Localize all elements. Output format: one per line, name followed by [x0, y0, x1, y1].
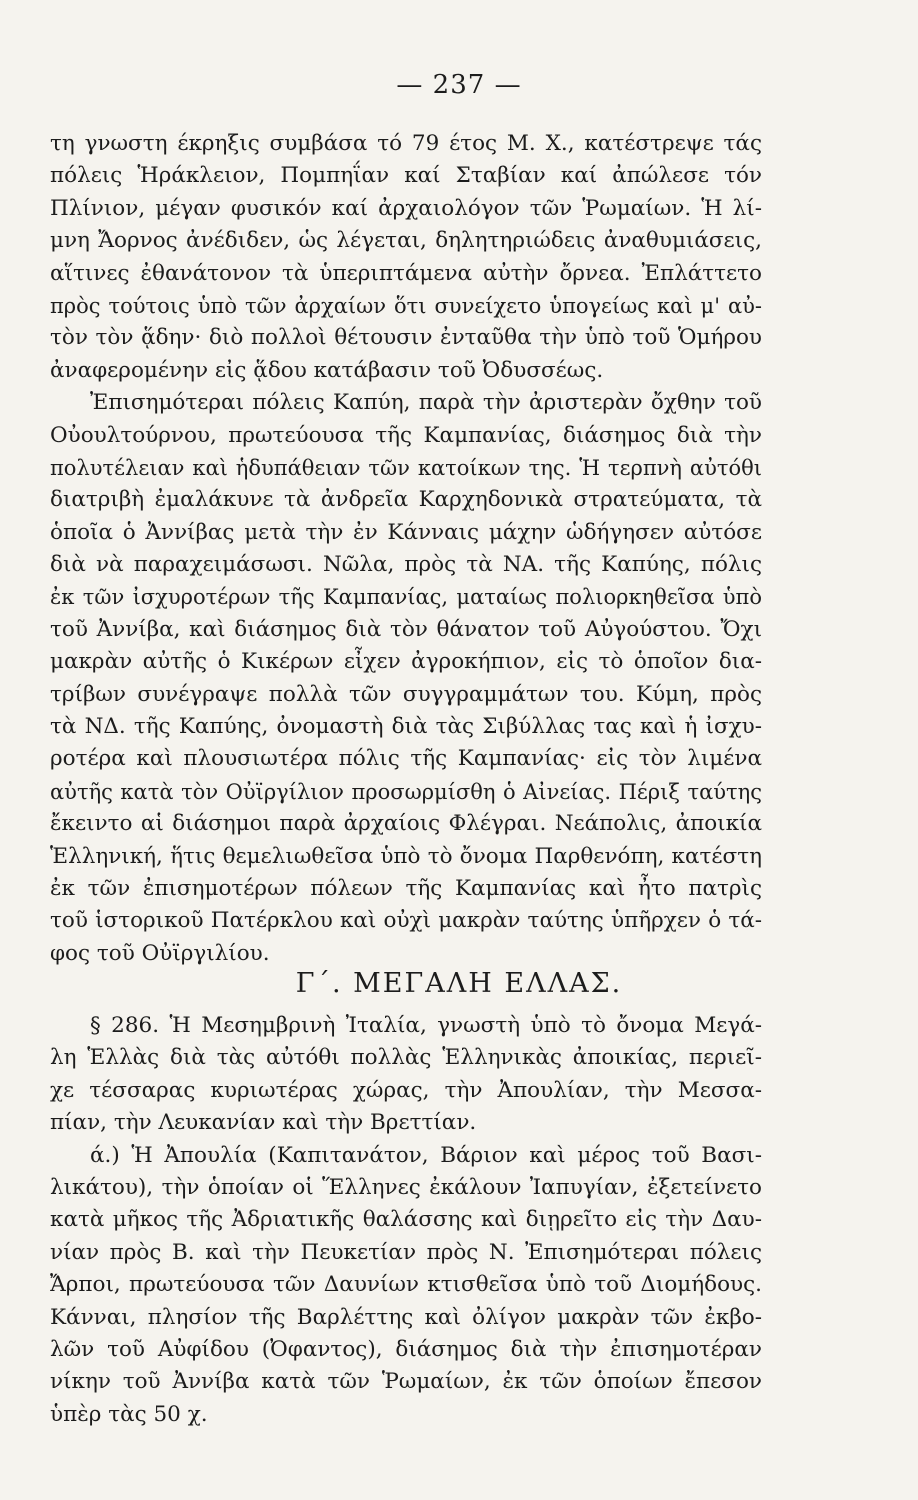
text-line: Πλίνιον, μέγαν φυσικόν καί ἀρχαιολόγον τῶν Ῥωμαίων. Ἡ λί-: [50, 195, 762, 221]
text-line: λη Ἑλλὰς διὰ τὰς αὐτόθι πολλὰς Ἑλληνικὰς ἀποικίας, περιεῖ-: [50, 1045, 762, 1071]
text-line: ὑπὲρ τὰς 50 χ.: [50, 1401, 208, 1427]
text-line: τὸν τὸν ᾅδην· διὸ πολλοὶ θέτουσιν ἐνταῦθα τὴν ὑπὸ τοῦ Ὁμήρου: [50, 325, 762, 351]
text-line: ἐκ τῶν ἐπισημοτέρων πόλεων τῆς Καμπανίας καὶ ἦτο πατρὶς: [50, 875, 762, 901]
text-line: πόλεις Ἡράκλειον, Πομπηΐαν καί Σταβίαν καί ἀπώλεσε τόν: [50, 163, 762, 189]
text-line: φος τοῦ Οὐϊργιλίου.: [50, 940, 270, 966]
text-line: τρίβων συνέγραψε πολλὰ τῶν συγγραμμάτων του. Κύμη, πρὸς: [50, 681, 762, 707]
text-line: τοῦ ἱστορικοῦ Πατέρκλου καὶ οὐχὶ μακρὰν ταύτης ὑπῆρχεν ὁ τά-: [50, 908, 762, 934]
text-line: κατὰ μῆκος τῆς Ἀδριατικῆς θαλάσσης καὶ διῃρεῖτο εἰς τὴν Δαυ-: [50, 1207, 762, 1233]
text-line: ἔκειντο αἱ διάσημοι παρὰ ἀρχαίοις Φλέγραι. Νεάπολις, ἀποικία: [50, 811, 762, 837]
text-line: λικάτου), τὴν ὁποίαν οἱ Ἕλληνες ἐκάλουν Ἰαπυγίαν, ἐξετείνετο: [50, 1174, 762, 1200]
text-line: Ἐπισημότεραι πόλεις Καπύη, παρὰ τὴν ἀριστερὰν ὄχθην τοῦ: [90, 390, 762, 416]
page-number: — 237 —: [396, 70, 522, 100]
text-line: ά.) Ἡ Ἀπουλία (Καπιτανάτον, Βάριον καὶ μέρος τοῦ Βασι-: [90, 1142, 762, 1168]
text-line: αὐτῆς κατὰ τὸν Οὐϊργίλιον προσωρμίσθη ὁ Αἰνείας. Πέριξ ταύτης: [50, 779, 762, 804]
text-line: τὰ ΝΔ. τῆς Καπύης, ὀνομαστὴ διὰ τὰς Σιβύλλας τας καὶ ἡ ἰσχυ-: [50, 714, 762, 740]
text-line: λῶν τοῦ Αὐφίδου (Ὀφαντος), διάσημος διὰ τὴν ἐπισημοτέραν: [50, 1336, 762, 1362]
text-line: μακρὰν αὐτῆς ὁ Κικέρων εἶχεν ἀγροκήπιον, εἰς τὸ ὁποῖον δια-: [50, 649, 762, 675]
text-line: ὁποῖα ὁ Ἀννίβας μετὰ τὴν ἐν Κάνναις μάχην ὡδήγησεν αὐτόσε: [50, 519, 762, 545]
text-line: Ἄρποι, πρωτεύουσα τῶν Δαυνίων κτισθεῖσα ὑπὸ τοῦ Διομήδους.: [50, 1272, 762, 1298]
text-line: νίκην τοῦ Ἀννίβα κατὰ τῶν Ῥωμαίων, ἐκ τῶν ὁποίων ἔπεσον: [50, 1369, 762, 1395]
text-line: αἵτινες ἐθανάτονον τὰ ὑπεριπτάμενα αὐτὴν ὄρνεα. Ἐπλάττετο: [50, 260, 762, 286]
text-line: μνη Ἄορνος ἀνέδιδεν, ὡς λέγεται, δηλητηριώδεις ἀναθυμιάσεις,: [50, 228, 762, 254]
text-line: τοῦ Ἀννίβα, καὶ διάσημος διὰ τὸν θάνατον τοῦ Αὐγούστου. Ὄχι: [50, 616, 762, 642]
text-line: διατριβὴ ἐμαλάκυνε τὰ ἀνδρεῖα Καρχηδονικὰ στρατεύματα, τὰ: [50, 487, 762, 513]
text-line: νίαν πρὸς Β. καὶ τὴν Πευκετίαν πρὸς Ν. Ἐπισημότεραι πόλεις: [50, 1239, 762, 1265]
text-line: πολυτέλειαν καὶ ἡδυπάθειαν τῶν κατοίκων της. Ἡ τερπνὴ αὐτόθι: [50, 455, 762, 480]
text-line: χε τέσσαρας κυριωτέρας χώρας, τὴν Ἀπουλίαν, τὴν Μεσσα-: [50, 1077, 762, 1103]
section-heading: Γ΄. ΜΕΓΑΛΗ ΕΛΛΑΣ.: [295, 968, 623, 999]
text-line: πίαν, τὴν Λευκανίαν καὶ τὴν Βρεττίαν.: [50, 1110, 477, 1136]
text-line: πρὸς τούτοις ὑπὸ τῶν ἀρχαίων ὅτι συνείχετο ὑπογείως καὶ μ' αὐ-: [50, 293, 762, 318]
text-line: τη γνωστη έκρηξις συμβάσα τό 79 έτος Μ. Χ., κατέστρεψε τάς: [50, 131, 762, 156]
text-line: ἀναφερομένην εἰς ᾅδου κατάβασιν τοῦ Ὀδυσσέως.: [50, 357, 604, 383]
text-line: διὰ νὰ παραχειμάσωσι. Νῶλα, πρὸς τὰ ΝΑ. τῆς Καπύης, πόλις: [50, 552, 762, 578]
text-line: ροτέρα καὶ πλουσιωτέρα πόλις τῆς Καμπανίας· εἰς τὸν λιμένα: [50, 746, 762, 772]
text-line: ἐκ τῶν ἰσχυροτέρων τῆς Καμπανίας, ματαίως πολιορκηθεῖσα ὑπὸ: [50, 585, 762, 610]
text-line: Οὐουλτούρνου, πρωτεύουσα τῆς Καμπανίας, διάσημος διὰ τὴν: [50, 422, 762, 448]
body-text-block-2: [50, 1010, 762, 1431]
text-line: Ἑλληνική, ἥτις θεμελιωθεῖσα ὑπὸ τὸ ὄνομα Παρθενόπη, κατέστη: [50, 843, 762, 869]
text-line: § 286. Ἡ Μεσημβρινὴ Ἰταλία, γνωστὴ ὑπὸ τὸ ὄνομα Μεγά-: [90, 1013, 762, 1038]
body-text-block-1: [50, 128, 762, 970]
text-line: Κάνναι, πλησίον τῆς Βαρλέττης καὶ ὀλίγον μακρὰν τῶν ἐκβο-: [50, 1304, 762, 1330]
